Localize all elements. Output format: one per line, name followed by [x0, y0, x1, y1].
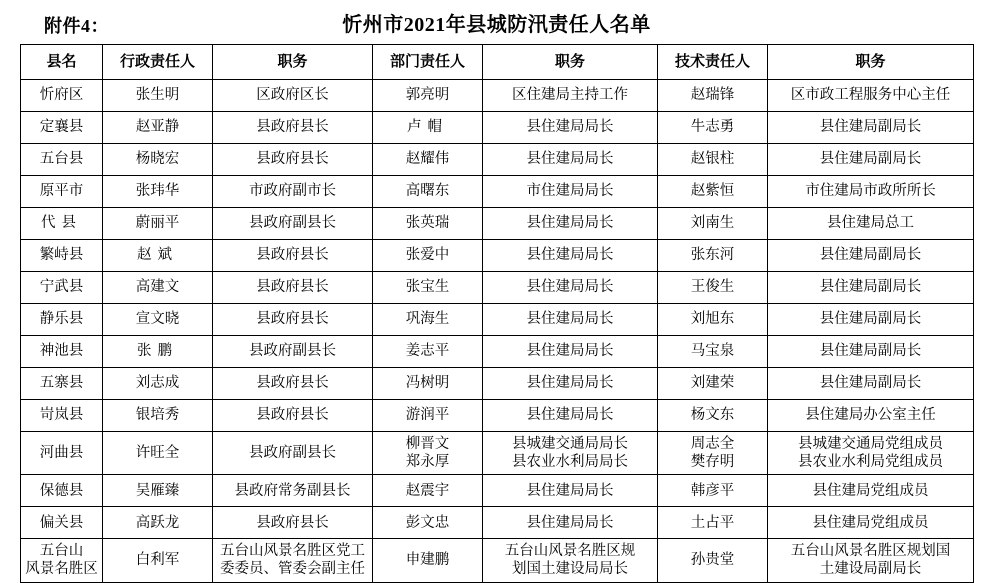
cell-dept-title: 县住建局局长 — [483, 368, 658, 400]
cell-tech-title: 县城建交通局党组成员 县农业水利局党组成员 — [768, 432, 974, 475]
table-row — [21, 208, 974, 240]
cell-dept-title: 县住建局局长 — [483, 507, 658, 539]
cell-tech-person: 刘旭东 — [658, 304, 768, 336]
cell-county: 繁峙县 — [21, 240, 103, 272]
cell-tech-person: 韩彦平 — [658, 475, 768, 507]
cell-tech-title: 县住建局党组成员 — [768, 507, 974, 539]
cell-county: 河曲县 — [21, 432, 103, 475]
cell-tech-title: 县住建局副局长 — [768, 336, 974, 368]
cell-tech-person: 杨文东 — [658, 400, 768, 432]
cell-county: 五台山 风景名胜区 — [21, 539, 103, 582]
responsibility-roster-table — [20, 44, 974, 583]
cell-tech-title: 市住建局市政所所长 — [768, 176, 974, 208]
cell-county: 保德县 — [21, 475, 103, 507]
table-header — [21, 45, 974, 80]
table-row — [21, 507, 974, 539]
cell-admin-title: 县政府县长 — [213, 240, 373, 272]
cell-dept-person: 冯树明 — [373, 368, 483, 400]
cell-county: 静乐县 — [21, 304, 103, 336]
table-header-row — [21, 45, 974, 80]
cell-tech-person: 土占平 — [658, 507, 768, 539]
cell-county: 神池县 — [21, 336, 103, 368]
cell-dept-title: 县住建局局长 — [483, 304, 658, 336]
column-header-admin-person: 行政责任人 — [103, 45, 213, 80]
cell-county: 宁武县 — [21, 272, 103, 304]
cell-dept-person: 巩海生 — [373, 304, 483, 336]
cell-dept-title: 市住建局局长 — [483, 176, 658, 208]
cell-admin-person: 白利军 — [103, 539, 213, 582]
cell-tech-person: 赵银柱 — [658, 144, 768, 176]
cell-admin-title: 县政府县长 — [213, 304, 373, 336]
cell-tech-person: 赵紫恒 — [658, 176, 768, 208]
cell-dept-person: 彭文忠 — [373, 507, 483, 539]
cell-county: 原平市 — [21, 176, 103, 208]
cell-admin-title: 县政府县长 — [213, 272, 373, 304]
cell-tech-person: 王俊生 — [658, 272, 768, 304]
cell-dept-person: 张宝生 — [373, 272, 483, 304]
cell-tech-person: 周志全 樊存明 — [658, 432, 768, 475]
cell-dept-person: 张爱中 — [373, 240, 483, 272]
cell-county: 五台县 — [21, 144, 103, 176]
table-row — [21, 240, 974, 272]
table-row — [21, 432, 974, 475]
cell-dept-person: 郭亮明 — [373, 80, 483, 112]
table-row — [21, 304, 974, 336]
cell-admin-person: 吴雁臻 — [103, 475, 213, 507]
cell-tech-title: 五台山风景名胜区规划国 土建设局副局长 — [768, 539, 974, 582]
cell-dept-title: 五台山风景名胜区规 划国土建设局局长 — [483, 539, 658, 582]
cell-county: 偏关县 — [21, 507, 103, 539]
cell-admin-title: 县政府副县长 — [213, 208, 373, 240]
table-row — [21, 539, 974, 582]
cell-dept-person: 游润平 — [373, 400, 483, 432]
cell-admin-title: 县政府副县长 — [213, 336, 373, 368]
cell-dept-title: 县住建局局长 — [483, 208, 658, 240]
attachment-label: 附件4： — [44, 16, 109, 36]
column-header-admin-title: 职务 — [213, 45, 373, 80]
cell-tech-person: 刘南生 — [658, 208, 768, 240]
cell-county: 定襄县 — [21, 112, 103, 144]
table-row — [21, 400, 974, 432]
cell-tech-title: 县住建局副局长 — [768, 240, 974, 272]
cell-tech-title: 区市政工程服务中心主任 — [768, 80, 974, 112]
cell-admin-person: 宣文晓 — [103, 304, 213, 336]
column-header-dept-person: 部门责任人 — [373, 45, 483, 80]
cell-dept-person: 申建鹏 — [373, 539, 483, 582]
table-row — [21, 176, 974, 208]
cell-admin-person: 蔚丽平 — [103, 208, 213, 240]
cell-admin-title: 县政府县长 — [213, 507, 373, 539]
cell-county: 岢岚县 — [21, 400, 103, 432]
page-title: 忻州市2021年县城防汛责任人名单 — [342, 14, 651, 36]
cell-admin-person: 赵斌 — [103, 240, 213, 272]
cell-admin-person: 高跃龙 — [103, 507, 213, 539]
cell-admin-title: 县政府县长 — [213, 368, 373, 400]
cell-county: 五寨县 — [21, 368, 103, 400]
cell-county: 忻府区 — [21, 80, 103, 112]
cell-dept-title: 区住建局主持工作 — [483, 80, 658, 112]
cell-tech-person: 马宝泉 — [658, 336, 768, 368]
cell-admin-title: 市政府副市长 — [213, 176, 373, 208]
column-header-dept-title: 职务 — [483, 45, 658, 80]
cell-dept-title: 县城建交通局局长 县农业水利局局长 — [483, 432, 658, 475]
cell-dept-title: 县住建局局长 — [483, 475, 658, 507]
column-header-tech-person: 技术责任人 — [658, 45, 768, 80]
cell-dept-title: 县住建局局长 — [483, 144, 658, 176]
cell-county: 代县 — [21, 208, 103, 240]
cell-tech-title: 县住建局办公室主任 — [768, 400, 974, 432]
cell-dept-title: 县住建局局长 — [483, 272, 658, 304]
table-row — [21, 80, 974, 112]
cell-dept-person: 张英瑞 — [373, 208, 483, 240]
table-row — [21, 368, 974, 400]
cell-tech-title: 县住建局副局长 — [768, 112, 974, 144]
cell-admin-title: 区政府区长 — [213, 80, 373, 112]
table-row — [21, 475, 974, 507]
cell-admin-person: 杨晓宏 — [103, 144, 213, 176]
column-header-tech-title: 职务 — [768, 45, 974, 80]
cell-tech-person: 牛志勇 — [658, 112, 768, 144]
cell-admin-title: 县政府县长 — [213, 400, 373, 432]
table-body — [21, 80, 974, 583]
cell-dept-person: 柳晋文 郑永厚 — [373, 432, 483, 475]
cell-admin-person: 银培秀 — [103, 400, 213, 432]
document-header — [0, 0, 993, 44]
cell-admin-title: 县政府县长 — [213, 112, 373, 144]
cell-tech-person: 赵瑞锋 — [658, 80, 768, 112]
cell-tech-title: 县住建局副局长 — [768, 368, 974, 400]
cell-admin-title: 五台山风景名胜区党工 委委员、管委会副主任 — [213, 539, 373, 582]
cell-dept-title: 县住建局局长 — [483, 112, 658, 144]
cell-dept-person: 赵耀伟 — [373, 144, 483, 176]
cell-dept-title: 县住建局局长 — [483, 400, 658, 432]
cell-tech-person: 孙贵堂 — [658, 539, 768, 582]
cell-tech-title: 县住建局副局长 — [768, 144, 974, 176]
cell-tech-person: 张东河 — [658, 240, 768, 272]
cell-admin-title: 县政府常务副县长 — [213, 475, 373, 507]
cell-admin-title: 县政府县长 — [213, 144, 373, 176]
cell-tech-title: 县住建局副局长 — [768, 272, 974, 304]
cell-tech-title: 县住建局副局长 — [768, 304, 974, 336]
table-row — [21, 272, 974, 304]
cell-dept-person: 高曙东 — [373, 176, 483, 208]
cell-admin-person: 张生明 — [103, 80, 213, 112]
cell-admin-person: 张鹏 — [103, 336, 213, 368]
table-row — [21, 112, 974, 144]
cell-dept-title: 县住建局局长 — [483, 240, 658, 272]
cell-admin-person: 赵亚静 — [103, 112, 213, 144]
cell-dept-person: 卢帽 — [373, 112, 483, 144]
table-row — [21, 144, 974, 176]
cell-dept-person: 姜志平 — [373, 336, 483, 368]
cell-dept-person: 赵震宇 — [373, 475, 483, 507]
column-header-county: 县名 — [21, 45, 103, 80]
cell-admin-person: 张玮华 — [103, 176, 213, 208]
cell-tech-person: 刘建荣 — [658, 368, 768, 400]
cell-dept-title: 县住建局局长 — [483, 336, 658, 368]
cell-tech-title: 县住建局党组成员 — [768, 475, 974, 507]
cell-admin-title: 县政府副县长 — [213, 432, 373, 475]
cell-tech-title: 县住建局总工 — [768, 208, 974, 240]
cell-admin-person: 许旺全 — [103, 432, 213, 475]
table-row — [21, 336, 974, 368]
cell-admin-person: 高建文 — [103, 272, 213, 304]
cell-admin-person: 刘志成 — [103, 368, 213, 400]
